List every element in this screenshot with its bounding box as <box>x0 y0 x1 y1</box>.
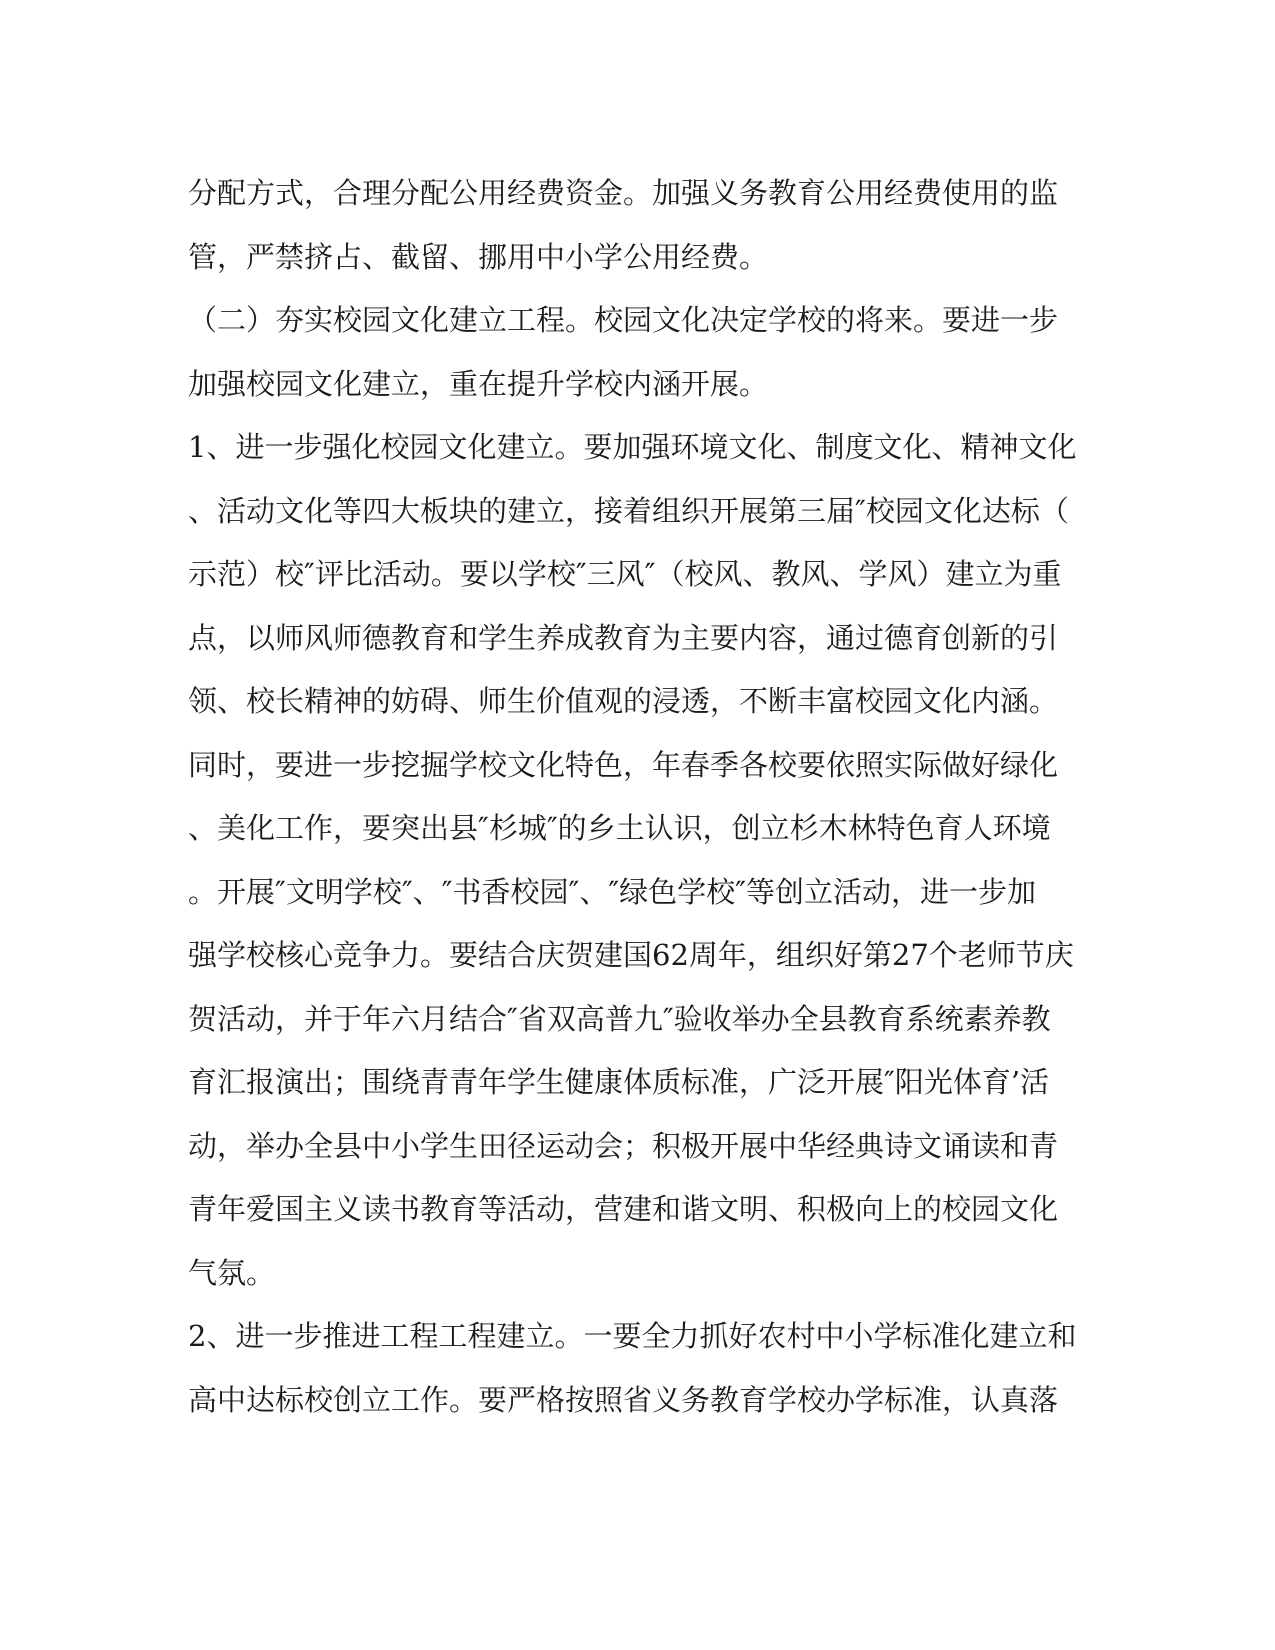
text-line: 示范）校″评比活动。要以学校″三风″（校风、教风、学风）建立为重 <box>188 557 1062 591</box>
text-line: 高中达标校创立工作。要严格按照省义务教育学校办学标准，认真落 <box>188 1382 1059 1417</box>
text-line: 贺活动，并于年六月结合″省双高普九″验收举办全县教育系统素养教 <box>188 1001 1051 1036</box>
text-line: 加强校园文化建立，重在提升学校内涵开展。 <box>188 366 769 401</box>
text-line: 。开展″文明学校″、″书香校园″、″绿色学校″等创立活动，进一步加 <box>188 874 1036 909</box>
text-line: 分配方式，合理分配公用经费资金。加强义务教育公用经费使用的监 <box>188 176 1059 210</box>
numbered-paragraph-line: 2、进一步推进工程工程建立。一要全力抓好农村中小学标准化建立和 <box>188 1319 1077 1353</box>
numbered-paragraph-line: 1、进一步强化校园文化建立。要加强环境文化、制度文化、精神文化 <box>188 430 1077 464</box>
text-line: 青年爱国主义读书教育等活动，营建和谐文明、积极向上的校园文化 <box>188 1192 1059 1226</box>
text-line: 点，以师风师德教育和学生养成教育为主要内容，通过德育创新的引 <box>188 620 1059 655</box>
text-line: 育汇报演出；围绕青青年学生健康体质标准，广泛开展″阳光体育’活 <box>188 1065 1050 1099</box>
text-line: 同时，要进一步挖掘学校文化特色，年春季各校要依照实际做好绿化 <box>188 747 1059 782</box>
text-line: 强学校核心竞争力。要结合庆贺建国62周年，组织好第27个老师节庆 <box>188 938 1074 972</box>
section-heading-line: （二）夯实校园文化建立工程。校园文化决定学校的将来。要进一步 <box>188 303 1059 337</box>
text-line: 气氛。 <box>188 1255 276 1290</box>
text-line: 管，严禁挤占、截留、挪用中小学公用经费。 <box>188 239 769 274</box>
text-line: 、活动文化等四大板块的建立，接着组织开展第三届″校园文化达标（ <box>188 493 1069 528</box>
text-line: 领、校长精神的妨碍、师生价值观的浸透，不断丰富校园文化内涵。 <box>188 684 1059 718</box>
document-body <box>188 162 1088 1432</box>
text-line: 、美化工作，要突出县″杉城″的乡土认识，创立杉木林特色育人环境 <box>188 811 1051 845</box>
text-line: 动，举办全县中小学生田径运动会；积极开展中华经典诗文诵读和青 <box>188 1128 1059 1163</box>
